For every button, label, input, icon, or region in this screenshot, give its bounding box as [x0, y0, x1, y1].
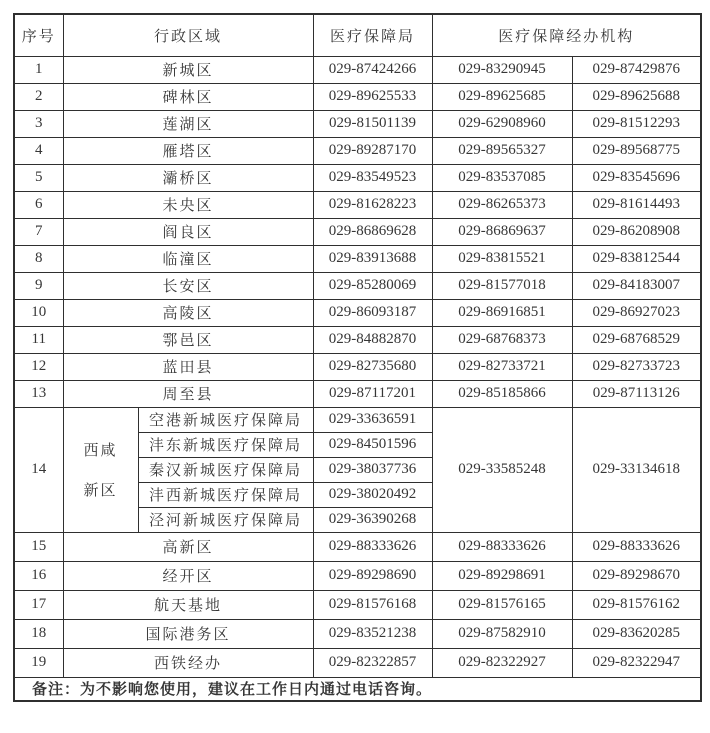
cell-region: 蓝田县 — [63, 353, 313, 380]
header-col-serial: 序号 — [14, 14, 63, 56]
cell-serial: 14 — [14, 407, 63, 532]
footer-block — [14, 677, 701, 701]
cell-serial: 2 — [14, 83, 63, 110]
rows-group-15-19 — [14, 532, 701, 677]
cell-serial: 15 — [14, 532, 63, 561]
cell-sub-bureau-phone: 029-38020492 — [313, 482, 432, 507]
cell-agency-phone-1: 029-89565327 — [432, 137, 572, 164]
cell-bureau-phone: 029-83549523 — [313, 164, 432, 191]
cell-agency-phone-2: 029-87113126 — [572, 380, 701, 407]
cell-region: 西铁经办 — [63, 648, 313, 677]
cell-serial: 9 — [14, 272, 63, 299]
cell-bureau-phone: 029-82322857 — [313, 648, 432, 677]
cell-region: 国际港务区 — [63, 619, 313, 648]
cell-agency-phone-2: 029-81576162 — [572, 590, 701, 619]
table-row — [14, 326, 701, 353]
cell-region — [63, 407, 138, 532]
table-row — [14, 299, 701, 326]
region-name-line1: 西咸 — [83, 440, 118, 459]
cell-serial: 8 — [14, 245, 63, 272]
cell-bureau-phone: 029-84882870 — [313, 326, 432, 353]
cell-agency-phone-2: 029-83545696 — [572, 164, 701, 191]
cell-serial: 17 — [14, 590, 63, 619]
cell-agency-phone-2: 029-89625688 — [572, 83, 701, 110]
table-row — [14, 164, 701, 191]
phone-directory-table — [13, 13, 702, 702]
table-row — [14, 191, 701, 218]
table-header — [14, 14, 701, 56]
table-row — [14, 137, 701, 164]
table-row — [14, 272, 701, 299]
cell-agency-phone-2: 029-89298670 — [572, 561, 701, 590]
cell-serial: 12 — [14, 353, 63, 380]
cell-agency-phone-2: 029-88333626 — [572, 532, 701, 561]
cell-region: 雁塔区 — [63, 137, 313, 164]
header-col-agency: 医疗保障经办机构 — [432, 14, 701, 56]
cell-agency-phone-1: 029-82733721 — [432, 353, 572, 380]
cell-sub-bureau-phone: 029-36390268 — [313, 507, 432, 532]
cell-agency-phone-1: 029-89625685 — [432, 83, 572, 110]
cell-bureau-phone: 029-81501139 — [313, 110, 432, 137]
cell-agency-phone-1: 029-89298691 — [432, 561, 572, 590]
cell-agency-phone-1: 029-81576165 — [432, 590, 572, 619]
cell-sub-bureau-name: 泾河新城医疗保障局 — [138, 507, 313, 532]
cell-agency-phone-2: 029-68768529 — [572, 326, 701, 353]
cell-agency-phone-2: 029-83812544 — [572, 245, 701, 272]
table-row — [14, 561, 701, 590]
cell-agency-phone-2: 029-83620285 — [572, 619, 701, 648]
cell-bureau-phone: 029-89298690 — [313, 561, 432, 590]
cell-agency-phone-1: 029-68768373 — [432, 326, 572, 353]
cell-serial: 6 — [14, 191, 63, 218]
cell-agency-phone-2: 029-87429876 — [572, 56, 701, 83]
cell-region: 周至县 — [63, 380, 313, 407]
xixian-newarea-block — [14, 407, 701, 532]
region-name-line2: 新区 — [83, 480, 118, 499]
cell-bureau-phone: 029-85280069 — [313, 272, 432, 299]
cell-agency-phone-1: 029-86869637 — [432, 218, 572, 245]
cell-serial: 18 — [14, 619, 63, 648]
cell-region: 阎良区 — [63, 218, 313, 245]
cell-sub-bureau-name: 空港新城医疗保障局 — [138, 407, 313, 432]
table-row — [14, 353, 701, 380]
cell-serial: 16 — [14, 561, 63, 590]
cell-agency-phone-2: 029-81512293 — [572, 110, 701, 137]
cell-bureau-phone: 029-82735680 — [313, 353, 432, 380]
cell-bureau-phone: 029-81628223 — [313, 191, 432, 218]
cell-agency-phone-1: 029-86265373 — [432, 191, 572, 218]
footer-row — [14, 677, 701, 701]
cell-bureau-phone: 029-83913688 — [313, 245, 432, 272]
cell-serial: 19 — [14, 648, 63, 677]
cell-bureau-phone: 029-88333626 — [313, 532, 432, 561]
cell-bureau-phone: 029-81576168 — [313, 590, 432, 619]
cell-agency-phone-2: 029-33134618 — [572, 407, 701, 532]
cell-serial: 10 — [14, 299, 63, 326]
cell-region: 高陵区 — [63, 299, 313, 326]
table-row — [14, 245, 701, 272]
cell-bureau-phone: 029-87424266 — [313, 56, 432, 83]
cell-agency-phone-1: 029-87582910 — [432, 619, 572, 648]
cell-sub-bureau-phone: 029-33636591 — [313, 407, 432, 432]
cell-bureau-phone: 029-89287170 — [313, 137, 432, 164]
table-row — [14, 380, 701, 407]
cell-bureau-phone: 029-86093187 — [313, 299, 432, 326]
cell-region: 莲湖区 — [63, 110, 313, 137]
cell-agency-phone-1: 029-62908960 — [432, 110, 572, 137]
cell-sub-bureau-name: 沣西新城医疗保障局 — [138, 482, 313, 507]
cell-serial: 7 — [14, 218, 63, 245]
cell-bureau-phone: 029-87117201 — [313, 380, 432, 407]
cell-region: 临潼区 — [63, 245, 313, 272]
cell-region: 鄠邑区 — [63, 326, 313, 353]
cell-region: 航天基地 — [63, 590, 313, 619]
cell-agency-phone-1: 029-33585248 — [432, 407, 572, 532]
footer-note: 备注：为不影响您使用，建议在工作日内通过电话咨询。 — [14, 677, 701, 701]
cell-agency-phone-2: 029-82322947 — [572, 648, 701, 677]
cell-region: 未央区 — [63, 191, 313, 218]
table-row — [14, 110, 701, 137]
cell-serial: 13 — [14, 380, 63, 407]
cell-region: 长安区 — [63, 272, 313, 299]
cell-serial: 3 — [14, 110, 63, 137]
cell-bureau-phone: 029-89625533 — [313, 83, 432, 110]
cell-region: 碑林区 — [63, 83, 313, 110]
header-col-region: 行政区域 — [63, 14, 313, 56]
cell-sub-bureau-phone: 029-84501596 — [313, 432, 432, 457]
cell-serial: 11 — [14, 326, 63, 353]
cell-sub-bureau-phone: 029-38037736 — [313, 457, 432, 482]
cell-agency-phone-1: 029-88333626 — [432, 532, 572, 561]
rows-group-1-13 — [14, 56, 701, 407]
table-row — [14, 590, 701, 619]
table-row — [14, 532, 701, 561]
table-row — [14, 218, 701, 245]
header-col-bureau: 医疗保障局 — [313, 14, 432, 56]
cell-serial: 1 — [14, 56, 63, 83]
table-row — [14, 648, 701, 677]
cell-region: 灞桥区 — [63, 164, 313, 191]
header-row — [14, 14, 701, 56]
cell-agency-phone-1: 029-86916851 — [432, 299, 572, 326]
cell-region: 高新区 — [63, 532, 313, 561]
cell-agency-phone-1: 029-85185866 — [432, 380, 572, 407]
cell-agency-phone-2: 029-82733723 — [572, 353, 701, 380]
cell-bureau-phone: 029-83521238 — [313, 619, 432, 648]
table-row — [14, 56, 701, 83]
cell-region: 经开区 — [63, 561, 313, 590]
cell-agency-phone-2: 029-84183007 — [572, 272, 701, 299]
cell-agency-phone-2: 029-89568775 — [572, 137, 701, 164]
cell-agency-phone-2: 029-86927023 — [572, 299, 701, 326]
cell-bureau-phone: 029-86869628 — [313, 218, 432, 245]
table-row — [14, 407, 701, 432]
cell-agency-phone-2: 029-86208908 — [572, 218, 701, 245]
cell-agency-phone-1: 029-83815521 — [432, 245, 572, 272]
cell-sub-bureau-name: 秦汉新城医疗保障局 — [138, 457, 313, 482]
cell-agency-phone-1: 029-83290945 — [432, 56, 572, 83]
table-row — [14, 619, 701, 648]
cell-sub-bureau-name: 沣东新城医疗保障局 — [138, 432, 313, 457]
cell-agency-phone-1: 029-82322927 — [432, 648, 572, 677]
cell-agency-phone-1: 029-83537085 — [432, 164, 572, 191]
cell-region: 新城区 — [63, 56, 313, 83]
cell-agency-phone-1: 029-81577018 — [432, 272, 572, 299]
cell-serial: 4 — [14, 137, 63, 164]
cell-serial: 5 — [14, 164, 63, 191]
table-row — [14, 83, 701, 110]
cell-agency-phone-2: 029-81614493 — [572, 191, 701, 218]
